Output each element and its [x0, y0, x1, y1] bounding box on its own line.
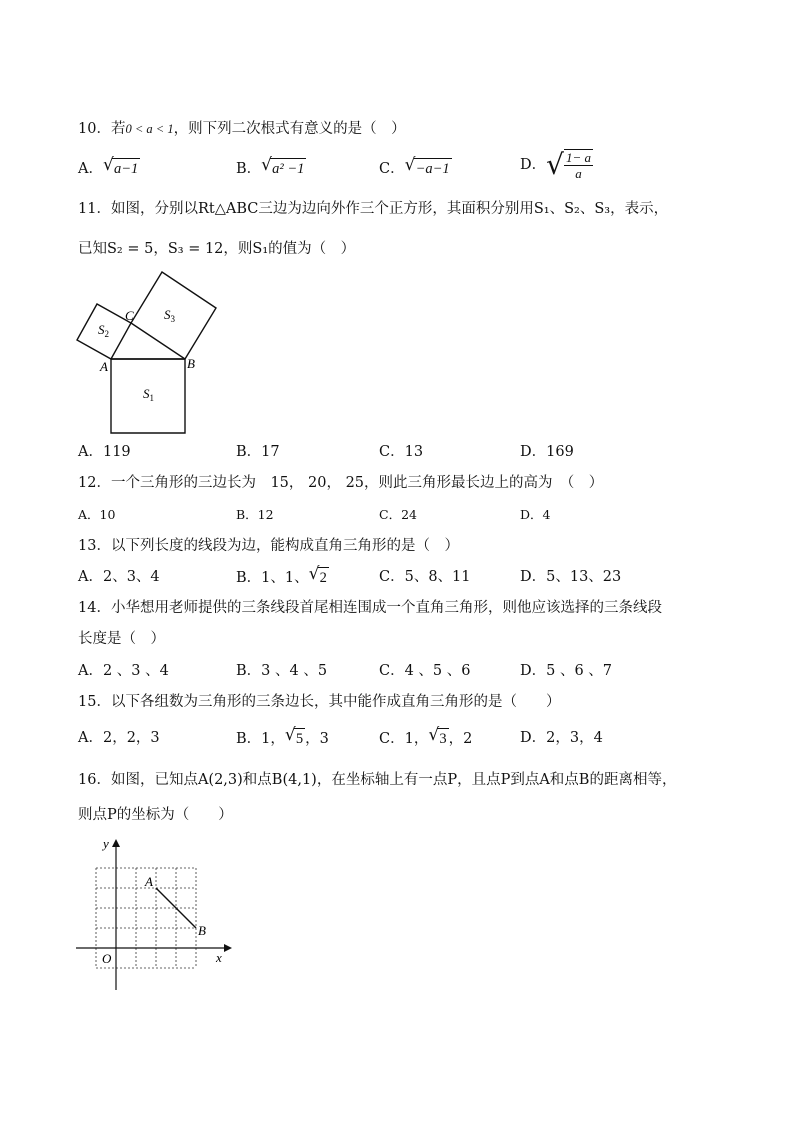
fraction — [564, 149, 593, 181]
point-label-a: A — [145, 874, 153, 889]
denominator: a — [575, 166, 582, 181]
q14-stem-line2: 长度是（ ） — [78, 631, 165, 647]
option-label: C． — [379, 161, 405, 177]
q13-option-c: C．5、8、11 — [379, 569, 471, 585]
radicand: −a−1 — [414, 158, 452, 179]
option-text: ，2 — [448, 731, 473, 747]
q11-option-b: B．17 — [236, 444, 280, 460]
vertex-label-b: B — [187, 356, 195, 371]
sqrt-expression: √ 3 — [428, 725, 447, 747]
q15-option-a: A．2，2，3 — [78, 730, 160, 746]
label-s3: $S_3$ — [164, 307, 175, 324]
q11-option-a: A．119 — [78, 444, 131, 460]
q12-option-d: D．4 — [520, 507, 551, 522]
q11-option-d: D．169 — [520, 444, 574, 460]
sqrt-expression: √ 5 — [284, 725, 304, 747]
q14-option-a: A．2 、3 、4 — [78, 663, 169, 679]
radical-sign: √ — [546, 148, 564, 181]
q16-stem-line2: 则点P的坐标为（ ） — [78, 807, 233, 823]
q14-option-c: C．4 、5 、6 — [379, 663, 471, 679]
sqrt-expression: √ a² −1 — [261, 155, 305, 177]
axis-label-y: y — [103, 836, 109, 851]
q15-stem: 15．以下各组数为三角形的三条边长，其中能作成直角三角形的是（ ） — [78, 694, 561, 710]
q10-option-d — [520, 148, 593, 182]
q13-option-b — [236, 564, 329, 588]
q12-option-c: C．24 — [379, 507, 417, 522]
q15-option-b — [236, 725, 329, 749]
q13-option-a: A．2、3、4 — [78, 569, 160, 585]
q10-stem-prefix: 10．若 — [78, 121, 126, 137]
q11-figure — [70, 268, 230, 438]
q10-stem-suffix: ，则下列二次根式有意义的是（ ） — [173, 121, 406, 137]
option-label: B． — [236, 161, 262, 177]
q14-option-b: B．3 、4 、5 — [236, 663, 328, 679]
axis-label-x: x — [216, 950, 222, 965]
option-label: A． — [78, 161, 103, 177]
label-s2: $S_2$ — [98, 322, 109, 339]
option-label: D． — [520, 157, 547, 173]
option-text: ，3 — [305, 731, 329, 747]
q10-condition: 0 < a < 1 — [125, 122, 174, 136]
q10-option-a — [78, 155, 140, 179]
sqrt-expression: √ −a−1 — [404, 155, 450, 177]
vertex-label-c: C — [125, 308, 134, 323]
q11-option-c: C．13 — [379, 444, 424, 460]
radicand: a−1 — [112, 158, 140, 179]
radicand: 5 — [294, 728, 305, 749]
y-axis-arrow-icon — [112, 839, 120, 847]
vertex-label-a: A — [100, 359, 108, 374]
q10-option-c — [379, 155, 452, 179]
sqrt-expression: √ 2 — [308, 564, 327, 586]
q15-option-c — [379, 725, 473, 749]
q12-stem: 12．一个三角形的三边长为 15， 20， 25，则此三角形最长边上的高为 （ ） — [78, 475, 604, 491]
q10-option-b — [236, 155, 306, 179]
numerator: 1− a — [565, 150, 592, 165]
x-axis-arrow-icon — [224, 944, 232, 952]
radicand: 3 — [437, 728, 448, 749]
option-text: C．1， — [379, 731, 429, 747]
radicand: a² −1 — [270, 158, 306, 179]
radicand: 2 — [318, 567, 329, 588]
q16-coordinate-figure — [70, 834, 240, 994]
q12-option-b: B．12 — [236, 507, 274, 522]
label-s1: $S_1$ — [143, 386, 154, 403]
q15-option-d: D．2，3，4 — [520, 730, 603, 746]
q10-stem — [78, 119, 406, 139]
option-text: B．1， — [236, 731, 285, 747]
q11-stem-line1: 11．如图，分别以Rt△ABC三边为边向外作三个正方形，其面积分别用S₁、S₂、S₃，表示， — [78, 201, 669, 217]
q13-stem: 13．以下列长度的线段为边，能构成直角三角形的是（ ） — [78, 538, 459, 554]
q11-stem-line2: 已知S₂ = 5，S₃ = 12，则S₁的值为（ ） — [78, 241, 356, 257]
point-label-b: B — [198, 923, 206, 938]
q12-option-a: A．10 — [78, 507, 116, 522]
q13-option-d: D．5、13、23 — [520, 569, 622, 585]
q14-stem-line1: 14．小华想用老师提供的三条线段首尾相连围成一个直角三角形，则他应该选择的三条线段 — [78, 600, 662, 616]
sqrt-expression: √ a−1 — [102, 155, 139, 177]
q14-option-d: D．5 、6 、7 — [520, 663, 613, 679]
q16-stem-line1: 16．如图，已知点A(2,3)和点B(4,1)，在坐标轴上有一点P，且点P到点A和点B的距离相等， — [78, 772, 677, 788]
option-text: B．1、1、 — [236, 570, 309, 586]
origin-label: O — [102, 951, 112, 966]
